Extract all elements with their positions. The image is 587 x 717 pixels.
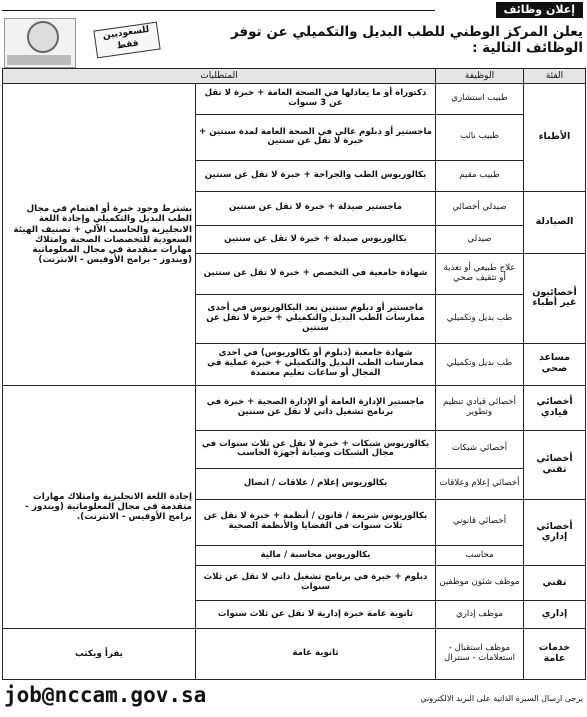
- category-pharmacy: الصيادلة: [524, 191, 586, 254]
- logo-band: [7, 55, 71, 65]
- job-title: موظف استقبال - استعلامات - سنترال: [436, 629, 524, 680]
- header-category: الفئة: [524, 69, 586, 84]
- job-requirements: شهادة جامعية (دبلوم أو بكالوريوس) في احدى ممارسات الطب البديل والتكميلي + خبرة عملية في المجال أو ساعات تعليم معتمدة: [196, 343, 436, 386]
- job-requirements: ماجستير أو دبلوم سنتين بعد البكالوريوس في أحدى ممارسات الطب البديل والتكميلي + خبرة لا تقل عن سنتين: [196, 294, 436, 343]
- headline-text: يعلن المركز الوطني للطب البديل والتكميلي عن توفر الوظائف التالية :: [230, 24, 583, 56]
- conditions-admin: إجادة اللغة الانجليزية وامتلاك مهارات متقدمة في مجال المعلوماتية (ويندوز - برامج الأوفيس - الانترنت).: [3, 386, 196, 629]
- header-requirements: المتطلبات: [3, 69, 436, 84]
- table-row: [3, 84, 586, 114]
- table-row: [3, 629, 586, 680]
- job-title: طبيب مقيم: [436, 161, 524, 191]
- footer: [4, 683, 583, 715]
- job-title: صيدلي: [436, 226, 524, 254]
- job-title: طبيب استشاري: [436, 84, 524, 114]
- job-title: علاج طبيعي أو تغذية أو تثقيف صحي: [436, 254, 524, 295]
- job-requirements: دكتوراه أو ما يعادلها في الصحة العامة + خبرة لا تقل عن 3 سنوات: [196, 84, 436, 114]
- center-logo: [4, 18, 76, 68]
- job-requirements: بكالوريوس إعلام / علاقات / اتصال: [196, 469, 436, 499]
- conditions-health: يشترط وجود خبرة أو اهتمام في مجال الطب البديل والتكميلي وإجادة اللغة الانجليزية والحاسب الآلي + تصنيف الهيئة السعودية للتخصصات الصحية وامتلاك مهارات متقدمة في مجال المعلوماتية (ويندوز - برامج الأوفيس - الانترنت): [3, 84, 196, 386]
- footer-note: يرجى ارسال السيرة الذاتية على البريد الالكتروني: [420, 694, 583, 703]
- table-row: [3, 386, 586, 431]
- category-technical: أخصائي تقني: [524, 430, 586, 499]
- job-title: طب بديل وتكميلي: [436, 343, 524, 386]
- job-requirements: ثانوية عامة خبرة إدارية لا تقل عن ثلاث سنوات: [196, 600, 436, 628]
- table-header-row: [3, 69, 586, 84]
- category-admin-specialist: أخصائي إداري: [524, 499, 586, 566]
- announcement-title: إعلان وظائف: [496, 2, 583, 18]
- job-requirements: بكالوريوس صيدلة + خبرة لا تقل عن سنتين: [196, 226, 436, 254]
- job-requirements: ثانوية عامة: [196, 629, 436, 680]
- job-title: أخصائي قانوني: [436, 499, 524, 546]
- category-leadership: أخصائي قيادي: [524, 386, 586, 431]
- top-bar: [2, 2, 585, 18]
- job-title: طب بديل وتكميلي: [436, 294, 524, 343]
- category-technician: تقني: [524, 566, 586, 600]
- job-title: موظف إداري: [436, 600, 524, 628]
- job-requirements: بكالوريوس الطب والجراحة + خبرة لا تقل عن سنتين: [196, 161, 436, 191]
- category-administrative: إداري: [524, 600, 586, 628]
- job-requirements: بكالوريوس محاسبة / مالية: [196, 546, 436, 566]
- job-title: موظف شئون موظفين: [436, 566, 524, 600]
- job-title: أخصائي إعلام وعلاقات: [436, 469, 524, 499]
- job-requirements: ماجستير صيدلة + خبرة لا تقل عن سنتين: [196, 191, 436, 225]
- category-health-assistant: مساعد صحي: [524, 343, 586, 386]
- category-public-services: خدمات عامة: [524, 629, 586, 680]
- job-requirements: دبلوم + خبرة في برنامج تشغيل ذاتي لا تقل عن ثلاث سنوات: [196, 566, 436, 600]
- job-title: محاسب: [436, 546, 524, 566]
- job-requirements: ماجستير أو دبلوم عالي في الصحة العامة لمدة سنتين + خبرة لا تقل عن سنتين: [196, 114, 436, 161]
- category-specialists: أخصائيون غير أطباء: [524, 254, 586, 343]
- saudis-only-stamp: للسعوديين فقط: [93, 22, 160, 59]
- job-requirements: ماجستير الإدارة العامة أو الإدارة الصحية + خبرة في برنامج تشغيل ذاتي لا تقل عن سنتين: [196, 386, 436, 431]
- headline: [173, 24, 583, 56]
- conditions-services: يقرأ ويكتب: [3, 629, 196, 680]
- job-title: طبيب نائب: [436, 114, 524, 161]
- header-job: الوظيفة: [436, 69, 524, 84]
- contact-email[interactable]: job@nccam.gov.sa: [4, 683, 207, 707]
- job-title: أخصائي شبكات: [436, 430, 524, 469]
- header-rule: [2, 10, 435, 11]
- logo-emblem-icon: [27, 21, 59, 53]
- job-requirements: بكالوريوس شريعة / قانون / أنظمة + خبرة لا تقل عن ثلاث سنوات في القضايا والأنظمة الصحية: [196, 499, 436, 546]
- category-doctors: الأطباء: [524, 84, 586, 191]
- job-title: أخصائي قيادي تنظيم وتطوير: [436, 386, 524, 431]
- job-title: صيدلي أخصائي: [436, 191, 524, 225]
- jobs-table: [2, 68, 586, 680]
- job-requirements: شهادة جامعية في التخصص + خبرة لا تقل عن سنتين: [196, 254, 436, 295]
- job-requirements: بكالوريوس شبكات + خبرة لا تقل عن ثلاث سنوات في مجال الشبكات وصيانة أجهزة الحاسب: [196, 430, 436, 469]
